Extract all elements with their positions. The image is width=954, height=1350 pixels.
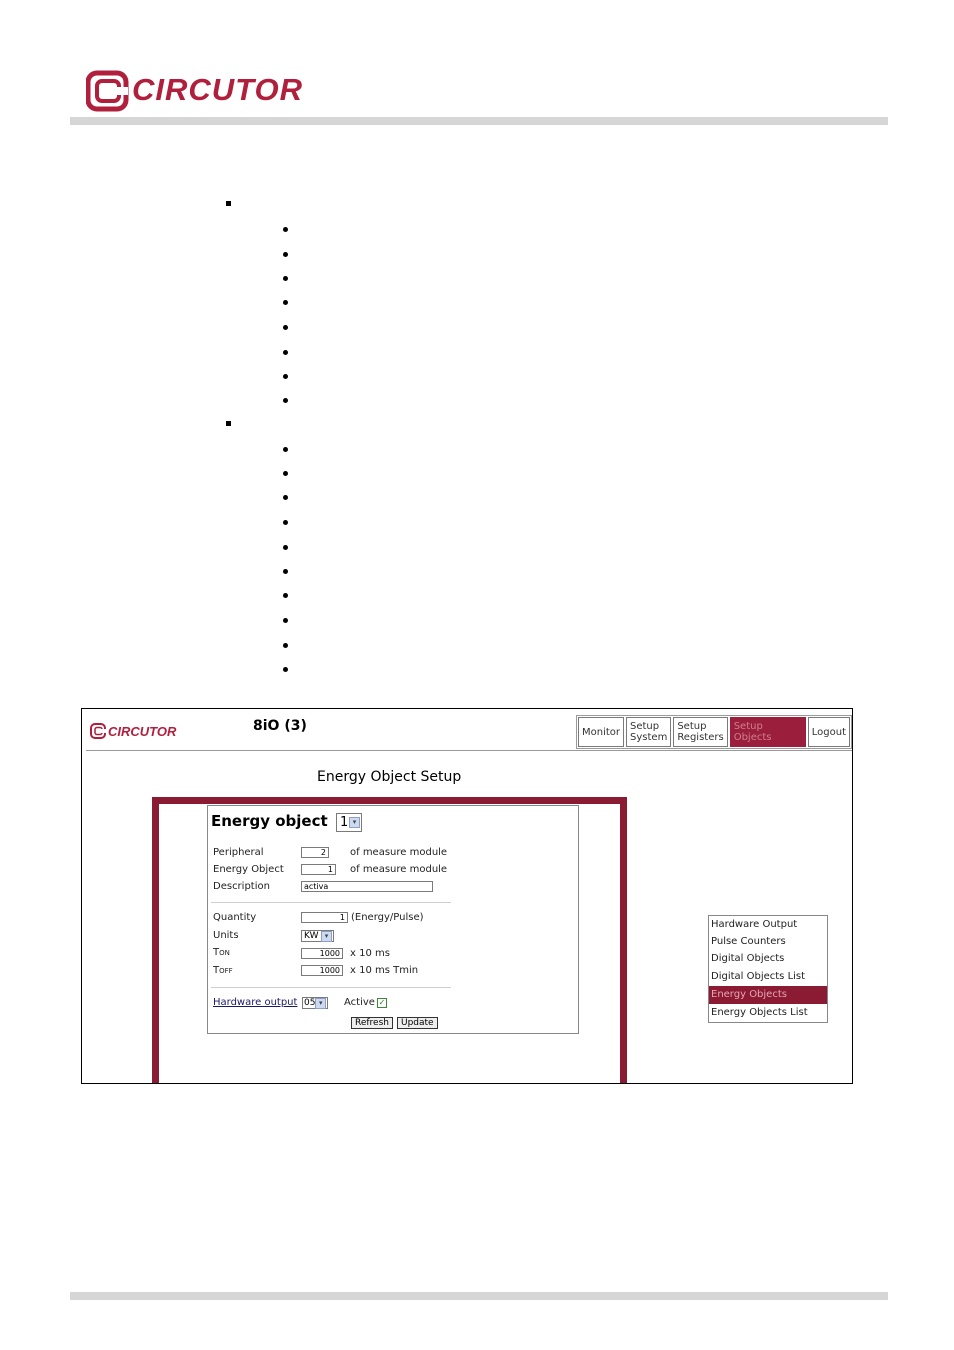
device-web-ui xyxy=(81,708,853,1084)
round-bullet xyxy=(283,227,288,232)
nav-setup-registers-button[interactable] xyxy=(673,717,727,747)
menu-item-digital-objects-list[interactable]: Digital Objects List xyxy=(711,971,806,982)
round-bullet xyxy=(283,495,288,500)
toff-suffix: x 10 ms Tmin xyxy=(350,965,419,976)
hardware-output-link[interactable]: Hardware output xyxy=(213,997,298,1008)
object-select-value: 1 xyxy=(340,815,349,830)
ui-brand: CIRCUTOR xyxy=(108,724,177,739)
peripheral-input[interactable]: 2 xyxy=(301,847,329,858)
chevron-down-icon: ▾ xyxy=(321,931,332,942)
nav-label: Monitor xyxy=(582,726,621,738)
header-rule xyxy=(70,117,888,125)
document-brand: CIRCUTOR xyxy=(132,72,304,107)
quantity-input[interactable]: 1 xyxy=(301,912,348,923)
nav-setup-system-button[interactable] xyxy=(626,717,671,747)
device-name: 8iO (3) xyxy=(253,718,307,734)
menu-item-energy-objects-list[interactable]: Energy Objects List xyxy=(711,1007,808,1018)
ton-suffix: x 10 ms xyxy=(350,948,390,959)
nav-monitor-button[interactable] xyxy=(578,717,624,747)
energy-object-form xyxy=(207,805,579,1034)
round-bullet xyxy=(283,398,288,403)
energy-object-label: Energy Object xyxy=(213,864,284,875)
round-bullet xyxy=(283,545,288,550)
active-label: Active xyxy=(344,997,375,1008)
chevron-down-icon: ▾ xyxy=(349,817,360,828)
description-input[interactable]: activa xyxy=(301,881,433,892)
page-title: Energy Object Setup xyxy=(317,769,462,785)
refresh-button[interactable]: Refresh xyxy=(351,1017,393,1029)
nav-label: Setup Registers xyxy=(677,721,724,743)
peripheral-label: Peripheral xyxy=(213,847,264,858)
round-bullet xyxy=(283,593,288,598)
round-bullet xyxy=(283,447,288,452)
round-bullet xyxy=(283,667,288,672)
round-bullet xyxy=(283,350,288,355)
top-nav xyxy=(576,715,852,749)
round-bullet xyxy=(283,471,288,476)
active-checkbox[interactable]: ✓ xyxy=(378,998,386,1007)
toff-label xyxy=(213,965,233,976)
quantity-suffix: (Energy/Pulse) xyxy=(351,912,424,923)
nav-divider xyxy=(86,750,852,751)
units-label: Units xyxy=(213,930,239,941)
toff-label-sub: OFF xyxy=(219,967,233,975)
round-bullet xyxy=(283,252,288,257)
nav-label: Setup Objects xyxy=(733,721,772,743)
chevron-down-icon: ▾ xyxy=(315,998,326,1009)
menu-item-hardware-output[interactable]: Hardware Output xyxy=(711,919,798,930)
side-menu xyxy=(708,915,828,1023)
description-label: Description xyxy=(213,881,270,892)
round-bullet xyxy=(283,325,288,330)
square-bullet xyxy=(226,421,231,426)
form-divider xyxy=(211,987,451,988)
round-bullet xyxy=(283,618,288,623)
round-bullet xyxy=(283,276,288,281)
toff-label-text: T xyxy=(213,965,220,976)
toff-input[interactable]: 1000 xyxy=(301,965,343,976)
ton-label-sub: ON xyxy=(219,949,230,957)
units-select-value: KW xyxy=(304,931,319,941)
menu-item-digital-objects[interactable]: Digital Objects xyxy=(711,953,785,964)
round-bullet xyxy=(283,300,288,305)
hardware-output-select[interactable] xyxy=(302,997,328,1009)
units-select[interactable] xyxy=(301,930,334,942)
energy-object-suffix: of measure module xyxy=(350,864,448,875)
round-bullet xyxy=(283,520,288,525)
update-button[interactable]: Update xyxy=(397,1017,438,1029)
form-divider xyxy=(211,902,451,903)
nav-logout-button[interactable] xyxy=(808,717,850,747)
menu-item-pulse-counters[interactable]: Pulse Counters xyxy=(711,936,786,947)
ton-label-text: T xyxy=(213,947,220,958)
round-bullet xyxy=(283,643,288,648)
menu-item-energy-objects[interactable]: Energy Objects xyxy=(709,986,827,1004)
footer-rule xyxy=(70,1292,888,1300)
energy-object-input[interactable]: 1 xyxy=(301,864,336,875)
form-title: Energy object xyxy=(211,812,328,830)
nav-label: Setup System xyxy=(630,721,668,743)
quantity-label: Quantity xyxy=(213,912,257,923)
object-select[interactable] xyxy=(336,813,362,832)
ton-input[interactable]: 1000 xyxy=(301,948,343,959)
nav-setup-objects-button[interactable] xyxy=(730,717,806,747)
square-bullet xyxy=(226,201,231,206)
ton-label xyxy=(213,947,230,958)
hardware-output-value: 05 xyxy=(304,998,316,1008)
peripheral-suffix: of measure module xyxy=(350,847,448,858)
round-bullet xyxy=(283,374,288,379)
round-bullet xyxy=(283,569,288,574)
nav-label: Logout xyxy=(811,726,846,738)
